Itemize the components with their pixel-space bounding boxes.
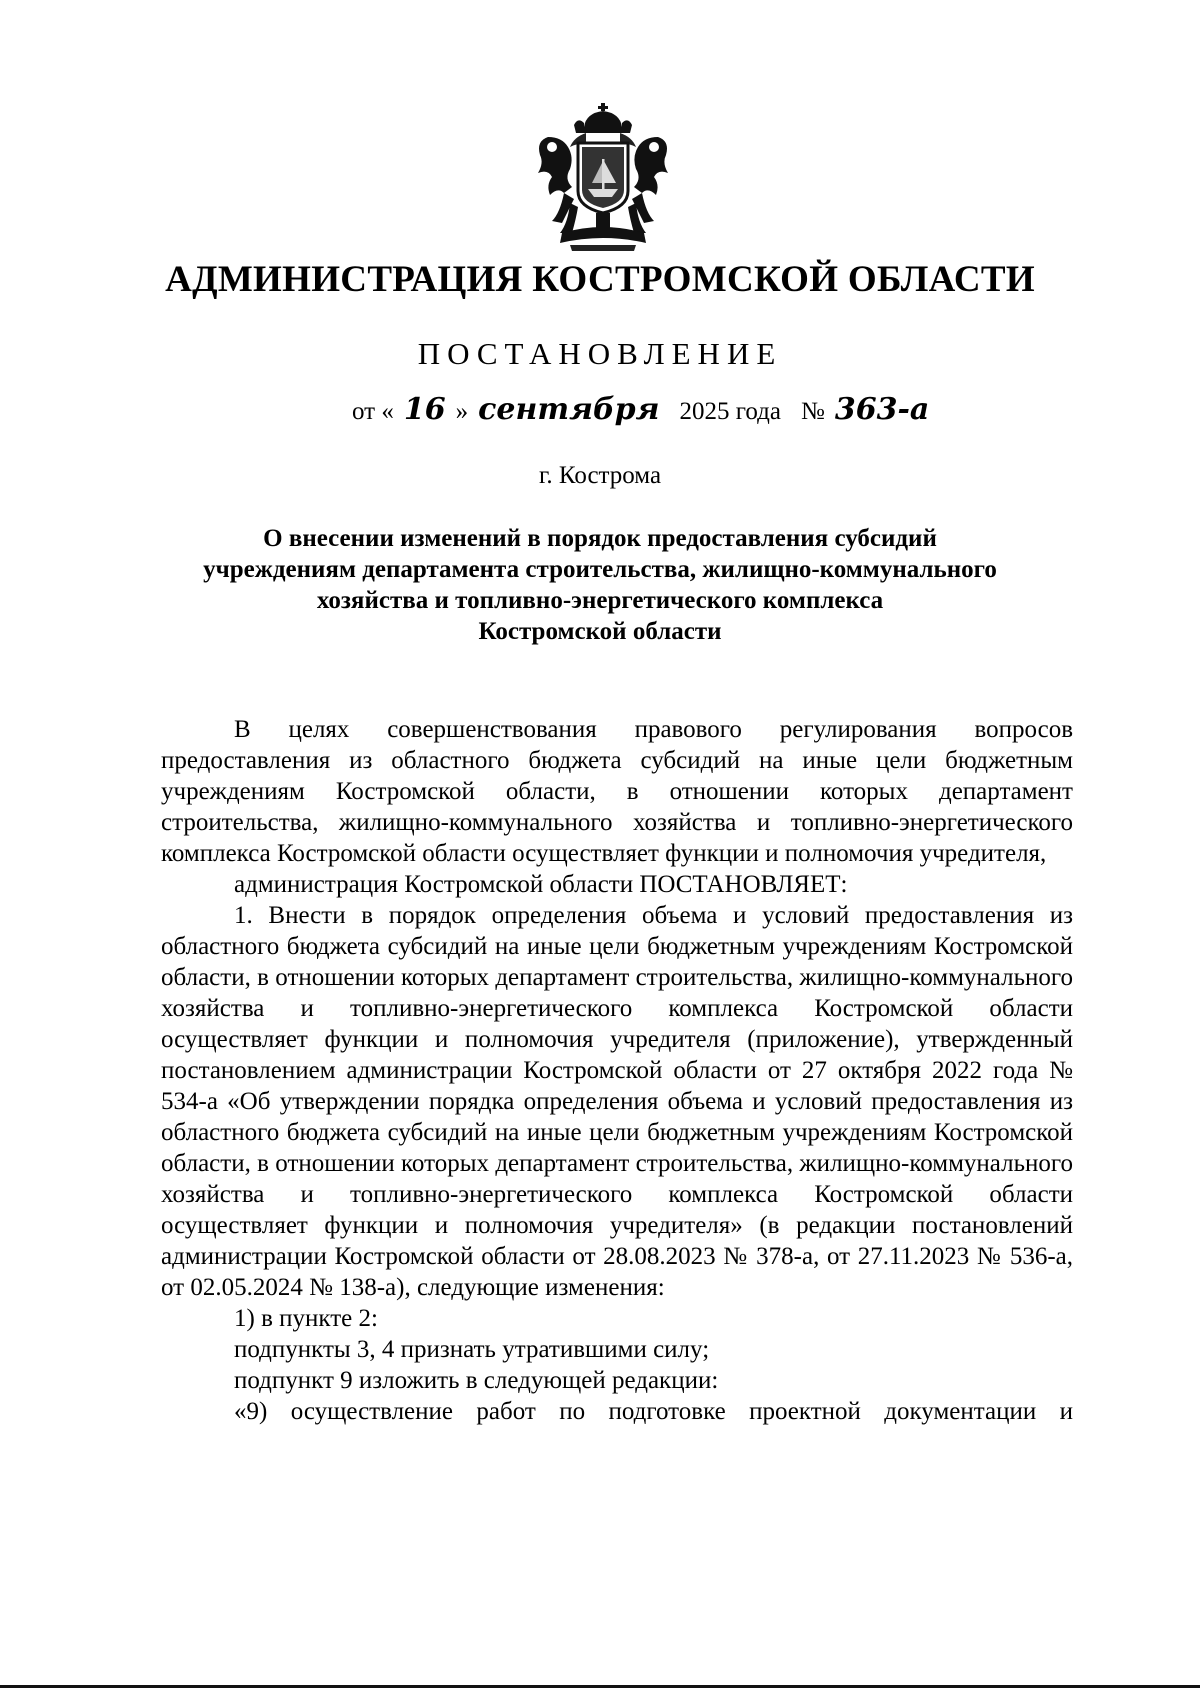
subitem-paragraph: подпункты 3, 4 признать утратившими силу; bbox=[234, 1336, 710, 1363]
title-line: О внесении изменений в порядок предоставления субсидий bbox=[263, 525, 937, 552]
document-type: ПОСТАНОВЛЕНИЕ bbox=[417, 336, 783, 371]
coat-of-arms-emblem bbox=[534, 103, 672, 251]
date-close-quote: » bbox=[455, 398, 469, 425]
date-day-handwritten: 16 bbox=[403, 392, 446, 427]
date-line bbox=[352, 392, 1052, 427]
title-line: хозяйства и топливно-энергетического комплекса bbox=[316, 587, 884, 614]
organization-name: АДМИНИСТРАЦИЯ КОСТРОМСКОЙ ОБЛАСТИ bbox=[165, 259, 1035, 300]
date-prefix: от « bbox=[352, 398, 394, 425]
decree-paragraph: администрация Костромской области ПОСТАНОВЛЯЕТ: bbox=[234, 871, 848, 898]
item-1-paragraph: 1. Внести в порядок определения объема и условий предоставления из областного бюджета субсидий на иные цели бюджетным учреждениям Костромской области, в отношении которых департамент строительства, жилищно-коммунального хозяйства и топливно-энергетического комплекса Костромской области осуществляет функции и полномочия учредителя (приложение), утвержденный постановлением администрации Костромской области от 27 октября 2022 года № 534-а «Об утверждении порядка определения объема и условий предоставления из областного бюджета субсидий на иные цели бюджетным учреждениям Костромской области, в отношении которых департамент строительства, жилищно-коммунального хозяйства и топливно-энергетического комплекса Костромской области осуществляет функции и полномочия учредителя» (в редакции постановлений администрации Костромской области от 28.08.2023 № 378-а, от 27.11.2023 № 536-а, от 02.05.2024 № 138-а), следующие изменения: bbox=[161, 902, 1073, 1301]
scan-bottom-edge bbox=[0, 1685, 1200, 1688]
document-number-handwritten: 363-а bbox=[834, 392, 930, 427]
subitem-paragraph: 1) в пункте 2: bbox=[234, 1305, 378, 1332]
preamble-paragraph: В целях совершенствования правового регулирования вопросов предоставления из областного бюджета субсидий на иные цели бюджетным учреждениям Костромской области, в отношении которых департамент строительства, жилищно-коммунального хозяйства и топливно-энергетического комплекса Костромской области осуществляет функции и полномочия учредителя, bbox=[161, 716, 1073, 867]
title-line: Костромской области bbox=[478, 618, 722, 645]
date-month-handwritten: сентября bbox=[478, 392, 660, 427]
subitem-paragraph: подпункт 9 изложить в следующей редакции: bbox=[234, 1367, 719, 1394]
subitem-paragraph: «9) осуществление работ по подготовке проектной документации и bbox=[234, 1398, 1073, 1425]
date-year: 2025 года bbox=[679, 398, 781, 425]
document-body bbox=[161, 714, 1073, 1427]
document-title bbox=[100, 523, 1100, 647]
city: г. Кострома bbox=[538, 462, 662, 489]
number-label: № bbox=[800, 398, 825, 425]
title-line: учреждениям департамента строительства, жилищно-коммунального bbox=[203, 556, 997, 583]
